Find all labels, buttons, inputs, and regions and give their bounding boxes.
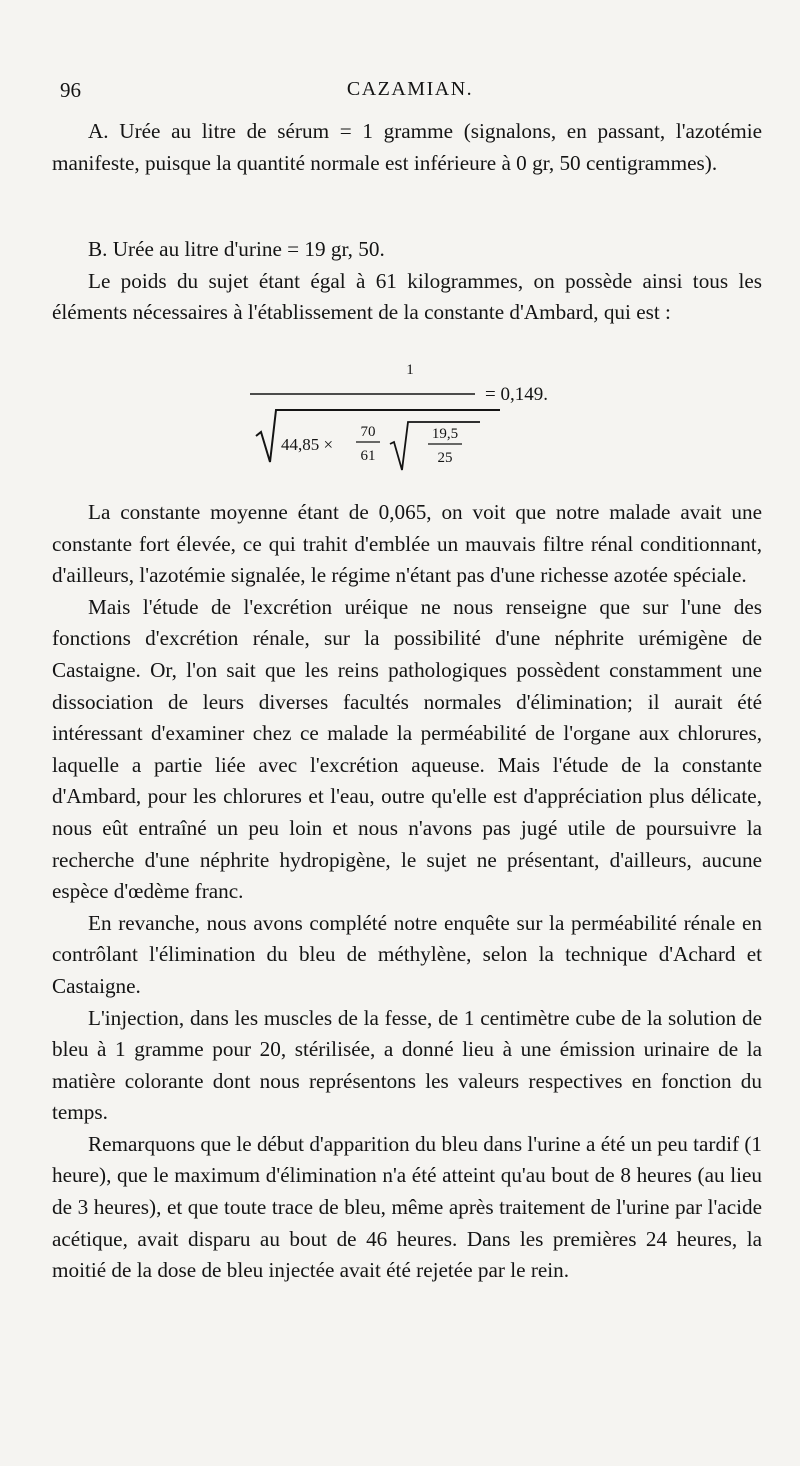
fraction-1-denominator: 61 xyxy=(360,448,376,464)
formula-coefficient: 44,85 × xyxy=(281,435,334,454)
paragraph-constant-moyenne: La constante moyenne étant de 0,065, on voit que notre malade avait une constante fort élevée, ce qui trahit d'emblée un mauvais filtre rénal conditionnant, d'ailleurs, l'azotémie signalée, le régime n'étant pas d'une richesse azotée spéciale. xyxy=(52,500,762,588)
paragraph-injection: L'injection, dans les muscles de la fesse, de 1 centimètre cube de la solution de bleu à 1 gramme pour 20, stérilisée, a donné lieu à une émission urinaire de la matière colorante dont nous représentons les valeurs respectives en fonction du temps. xyxy=(52,1005,762,1125)
formula-graphic xyxy=(250,362,610,482)
paragraph-excretion-ureique: Mais l'étude de l'excrétion uréique ne nous renseigne que sur l'une des fonctions d'excrétion rénale, sur la possibilité d'une néphrite urémigène de Castaigne. Or, l'on sait que les reins pathologiques possèdent constamment une dissociation de leurs diverses facultés normales d'élimination; il aurait été intéressant d'examiner chez ce malade la perméabilité de l'organe aux chlorures, laquelle a partie liée avec l'excrétion aqueuse. Mais l'étude de la constante d'Ambard, pour les chlorures et l'eau, outre qu'elle est d'appréciation plus délicate, nous eût entraîné un peu loin et nous n'avons pas jugé utile de poursuivre la recherche d'une néphrite hydropigène, le sujet ne présentant, d'ailleurs, aucune espèce d'œdème franc. xyxy=(52,594,762,904)
section-b-paragraph: Le poids du sujet étant égal à 61 kilogrammes, on possède ainsi tous les éléments nécessaires à l'établissement de la constante d'Ambard, qui est : xyxy=(52,268,762,325)
section-b-first-line: B. Urée au litre d'urine = 19 gr, 50. xyxy=(88,237,385,261)
page-header xyxy=(60,78,760,108)
paragraph-bleu-methylene: En revanche, nous avons complété notre enquête sur la perméabilité rénale en contrôlant l'élimination du bleu de méthylène, selon la technique d'Achard et Castaigne. xyxy=(52,910,762,998)
section-b xyxy=(52,234,762,329)
ambard-constant-formula xyxy=(250,362,610,482)
fraction-1-numerator: 70 xyxy=(360,424,376,440)
fraction-2-denominator: 25 xyxy=(437,450,453,466)
fraction-2-numerator: 19,5 xyxy=(431,426,459,442)
page-number: 96 xyxy=(60,78,81,102)
main-text xyxy=(52,497,762,1287)
section-a-paragraph: A. Urée au litre de sérum = 1 gramme (signalons, en passant, l'azotémie manifeste, puisque la quantité normale est inférieure à 0 gr, 50 centigrammes). xyxy=(52,119,762,175)
formula-result: = 0,149. xyxy=(485,384,548,405)
formula-numerator: 1 xyxy=(406,362,414,378)
paragraph-remarquons: Remarquons que le début d'apparition du bleu dans l'urine a été un peu tardif (1 heure), que le maximum d'élimination n'a été atteint qu'au bout de 8 heures (au lieu de 3 heures), et que toute trace de bleu, même après traitement de l'urine par l'acide acétique, avait disparu au bout de 46 heures. Dans les premières 24 heures, la moitié de la dose de bleu injectée avait été rejetée par le rein. xyxy=(52,1131,762,1283)
section-a xyxy=(52,116,762,179)
running-head: CAZAMIAN. xyxy=(346,78,474,100)
